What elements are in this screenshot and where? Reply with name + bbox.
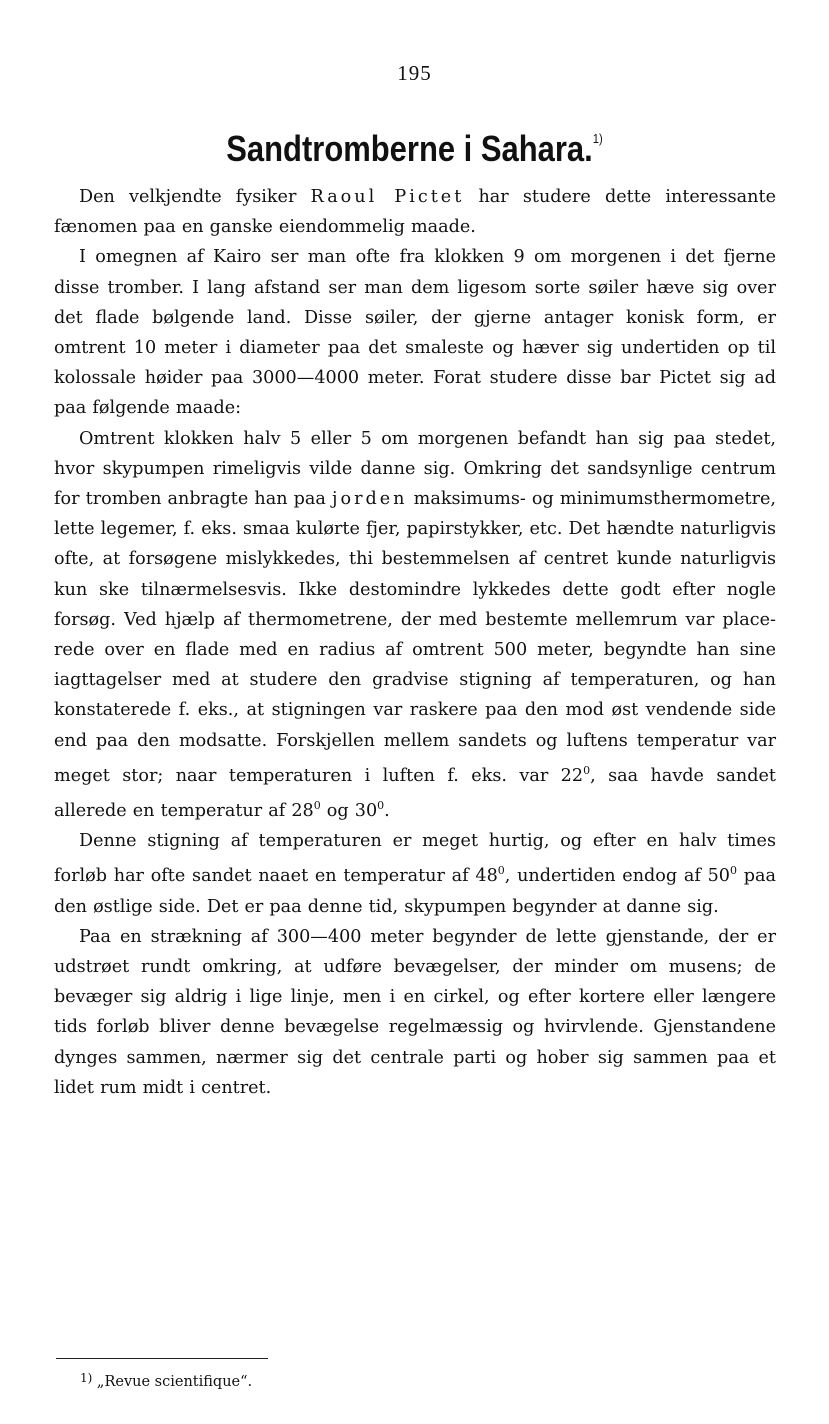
- p4-part1: Denne stigning af temperaturen er meget hurtig, og efter en halv times forløb har ofte sandet naaet en temperatur af 48: [54, 831, 776, 887]
- paragraph-5: Paa en strækning af 300—400 meter begynder de lette gjenstande, der er udstrøet rundt omkring, at udføre bevægelser, der minder om musens; de bevæger sig aldrig i lige linje, men i en cirkel, og efter kortere eller længere tids forløb bliver denne bevægelse regelmæssig og hvirvlende. Gjenstandene dynges sammen, nærmer sig det centrale parti og hober sig sammen paa et lidet rum midt i centret.: [54, 926, 776, 1098]
- title-text: Sandtromberne i Sahara.: [226, 128, 593, 169]
- p3-part4: og 30: [320, 801, 378, 822]
- degree-mark: 0: [730, 864, 737, 878]
- p3-part1: Omtrent klokken halv 5 eller 5 om morgenen befandt han sig paa stedet, hvor skypumpen rimeligvis vilde danne sig. Omkring det sandsynlige centrum for tromben anbragte han paa: [54, 428, 776, 510]
- p3-part5: .: [384, 801, 390, 822]
- paragraph-4: [54, 826, 776, 922]
- p3-spaced-word: jorden: [332, 489, 408, 510]
- author-name: Raoul Pictet: [310, 187, 465, 207]
- p1-end: har studere dette interessante fænomen paa en ganske eiendommelig maade.: [54, 187, 776, 238]
- p1-start: Den velkjendte fysiker: [79, 187, 311, 207]
- p4-part3: paa den østlige side. Det er paa denne tid, skypumpen begynder at danne sig.: [54, 866, 776, 917]
- degree-mark: 0: [583, 763, 591, 777]
- paragraph-2: I omegnen af Kairo ser man ofte fra klokken 9 om morgenen i det fjerne disse tromber. I lang afstand ser man dem ligesom sorte søiler hæve sig over det flade bølgende land. Disse søiler, der gjerne antager konisk form, er omtrent 10 meter i diameter paa det smaleste og hæver sig undertiden op til kolossale høider paa 3000—4000 meter. Forat studere disse bar Pictet sig ad paa følgende maade:: [54, 247, 776, 419]
- degree-mark: 0: [313, 799, 321, 813]
- footnote-mark: 1): [80, 1371, 93, 1385]
- paragraph-1: [54, 182, 776, 242]
- p3-part3: , saa havde sandet allerede en temperatur af 28: [54, 765, 776, 822]
- page-number: 195: [397, 61, 432, 85]
- title-footnote-mark: 1): [592, 131, 603, 146]
- footnote-text: „Revue scientifique“.: [92, 1374, 253, 1390]
- paragraph-3: [54, 424, 776, 827]
- p3-part2: maksimums- og minimumsthermometre, lette legemer, f. eks. smaa kulørte fjer, papirstykker, etc. Det hændte naturligvis ofte, at forsøgene mislykkedes, thi bestemmelsen af centret kunde naturligvis kun ske tilnærmelsesvis. Ikke destomindre lykkedes dette godt efter nogle forsøg. Ved hjælp af thermometrene, der med bestemte mellemrum var placerede over en flade med en radius af omtrent 500 meter, begyndte han sine iagttagelser med at studere den gradvise stigning af temperaturen, og han konstaterede f. eks., at stigningen var raskere paa den mod øst vendende side end paa den modsatte. Forskjellen mellem sandets og luftens temperatur var meget stor; naar temperaturen i luften f. eks. var 22: [54, 489, 776, 786]
- p4-part2: , undertiden endog af 50: [504, 866, 730, 887]
- article-body: [54, 182, 776, 1103]
- degree-mark: 0: [377, 799, 385, 813]
- article-title: [58, 128, 771, 170]
- footnote: [80, 1371, 252, 1390]
- footnote-divider: [56, 1358, 268, 1359]
- degree-mark: 0: [497, 864, 505, 878]
